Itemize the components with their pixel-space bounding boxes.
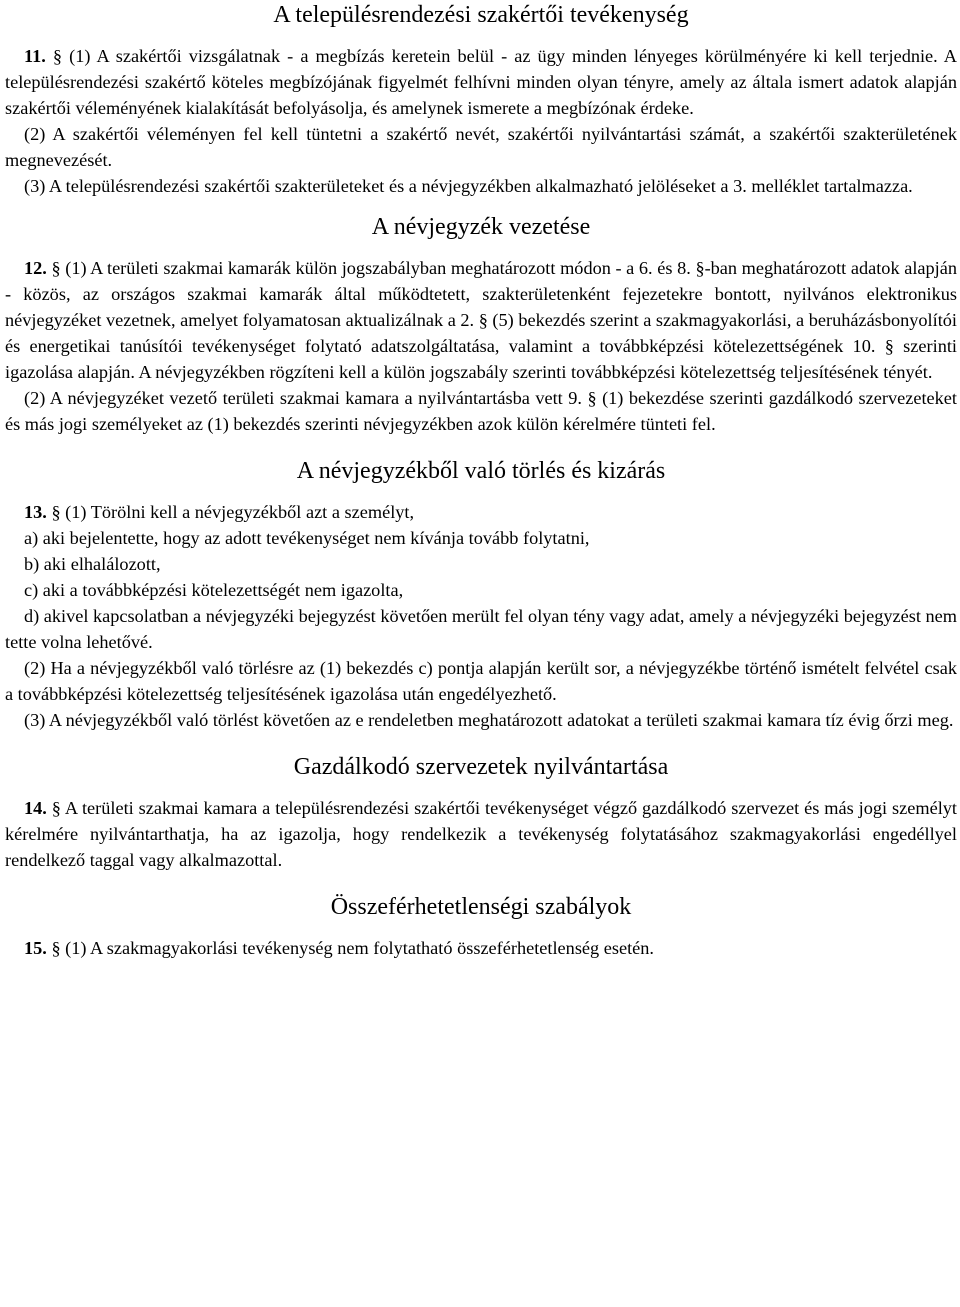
paragraph-text: A területi szakmai kamara a településrendezési szakértői tevékenységet végző gazdálkodó szervezet és más jogi személyt kérelmére nyilvántarthatja, ha az igazolja, hogy rendelkezik a tevékenység folytatásához szakmagyakorlási engedéllyel rendelkező taggal vagy alkalmazottal. xyxy=(5,798,957,870)
paragraph-text: (2) A névjegyzéket vezető területi szakmai kamara a nyilvántartásba vett 9. xyxy=(24,388,588,408)
paragraph-text: (1) A szakmagyakorlási tevékenység nem folytatható összeférhetetlenség esetén. xyxy=(65,938,655,958)
section-sign: § xyxy=(51,938,61,958)
section-sign: § xyxy=(52,46,63,66)
spacer xyxy=(5,241,957,255)
list-item-a: a) aki bejelentette, hogy az adott tevékenységet nem kívánja tovább folytatni, xyxy=(24,528,590,548)
paragraph-text: (1) A szakértői vizsgálatnak - a megbízás keretein belül - az ügy minden lényeges körülményére ki kell terjednie. A településrendezési szakértő köteles megbízójának figyelmét felhívni minden olyan tényre, amely az általa ismert adatok alapján szakértői véleményének kialakítását befolyásolja, és amelynek ismerete a megbízónak érdeke. xyxy=(5,46,957,118)
list-item-c: c) aki a továbbképzési kötelezettségét nem igazolta, xyxy=(24,580,404,600)
section-sign: § xyxy=(51,258,61,278)
spacer xyxy=(5,873,957,893)
spacer xyxy=(5,781,957,795)
paragraph-text: -ban meghatározott adatok alapján - közös, az országos szakmai kamarák által működtetett, szakterületenként fejezetekre bontott, nyilvános elektronikus névjegyzéket vezetnek, amelyet folyamatosan aktualizálnak a 2. xyxy=(5,258,957,330)
section-number: 15. xyxy=(24,938,47,958)
spacer xyxy=(5,733,957,753)
section-sign: § xyxy=(587,388,597,408)
paragraph-12-2 xyxy=(5,385,957,437)
paragraph-15-1 xyxy=(5,935,957,961)
spacer xyxy=(5,29,957,43)
section-title-nevjegyzek-vezetese: A névjegyzék vezetése xyxy=(371,214,591,240)
section-number: 14. xyxy=(24,798,47,818)
section-sign: § xyxy=(51,798,61,818)
spacer xyxy=(5,437,957,457)
paragraph-text: (1) A területi szakmai kamarák külön jogszabályban meghatározott módon - a 6. és 8. xyxy=(65,258,696,278)
paragraph-text: (5) bekezdés szerint a szakmagyakorlási, a beruházásbonyolítói és energetikai tanúsítói tevékenységet folytató adatszolgáltatása, valamint a továbbképzési kötelezettségének 10. xyxy=(5,310,957,356)
list-item-b: b) aki elhalálozott, xyxy=(24,554,161,574)
paragraph-text: (1) bekezdése szerinti gazdálkodó szervezeteket és más jogi személyeket az (1) bekezdés szerinti névjegyzékben azok külön kérelmére tünteti fel. xyxy=(5,388,957,434)
section-title-gazdalkodo-szervezetek: Gazdálkodó szervezetek nyilvántartása xyxy=(293,754,669,780)
paragraph-13-3: (3) A névjegyzékből való törlést követően az e rendeletben meghatározott adatokat a területi szakmai kamara tíz évig őrzi meg. xyxy=(24,710,954,730)
section-title-osszeferhetetlenseg: Összeférhetetlenségi szabályok xyxy=(330,894,632,920)
paragraph-text: szerinti igazolása alapján. A névjegyzékben rögzíteni kell a külön jogszabály szerinti továbbképzési kötelezettség teljesítésének tényét. xyxy=(5,336,957,382)
spacer xyxy=(5,485,957,499)
spacer xyxy=(5,921,957,935)
paragraph-text: (1) Törölni kell a névjegyzékből azt a személyt, xyxy=(65,502,415,522)
section-sign: § xyxy=(695,258,705,278)
paragraph-11-2: (2) A szakértői véleményen fel kell tüntetni a szakértő nevét, szakértői nyilvántartási számát, a szakértői szakterületének megnevezését. xyxy=(5,124,957,170)
section-sign: § xyxy=(884,336,894,356)
paragraph-14 xyxy=(5,795,957,873)
section-sign: § xyxy=(478,310,488,330)
paragraph-13-2: (2) Ha a névjegyzékből való törlésre az (1) bekezdés c) pontja alapján került sor, a névjegyzékbe történő ismételt felvétel csak a továbbképzési kötelezettség teljesítésének igazolása után engedélyezhető. xyxy=(5,658,957,704)
paragraph-11-1 xyxy=(5,43,957,121)
list-item-d: d) akivel kapcsolatban a névjegyzéki bejegyzést követően merült fel olyan tény vagy adat, amely a névjegyzéki bejegyzést nem tette volna lehetővé. xyxy=(5,606,957,652)
section-title-szakertoi-tevekenyseg: A településrendezési szakértői tevékenység xyxy=(273,2,689,28)
paragraph-11-3: (3) A településrendezési szakértői szakterületeket és a névjegyzékben alkalmazható jelöléseket a 3. melléklet tartalmazza. xyxy=(24,176,913,196)
spacer xyxy=(5,199,957,213)
paragraph-13-1 xyxy=(5,499,957,525)
paragraph-12-1 xyxy=(5,255,957,385)
section-number: 11. xyxy=(24,46,46,66)
section-sign: § xyxy=(51,502,61,522)
section-number: 12. xyxy=(24,258,47,278)
section-number: 13. xyxy=(24,502,47,522)
section-title-torles-es-kizaras: A névjegyzékből való törlés és kizárás xyxy=(296,458,666,484)
